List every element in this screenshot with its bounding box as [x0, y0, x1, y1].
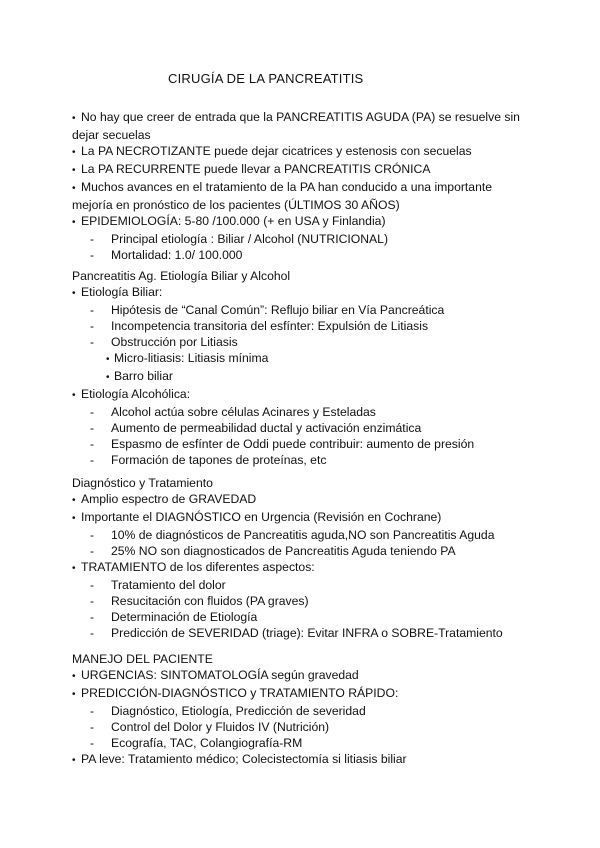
intro-dash-2: - Mortalidad: 1.0/ 100.000 — [72, 247, 532, 263]
litiasis-sub-item: • Micro-litiasis: Litiasis mínima — [72, 350, 532, 368]
tratamiento-item: - Determinación de Etiología — [72, 609, 532, 625]
etiologia-biliar: • Etiología Biliar: — [72, 284, 532, 302]
intro-bullet-1: • No hay que creer de entrada que la PANCREATITIS AGUDA (PA) se resuelve sin — [72, 109, 532, 127]
document-title: CIRUGÍA DE LA PANCREATITIS — [168, 71, 364, 86]
diagnostico-section — [72, 475, 532, 641]
manejo-bullet-1: • URGENCIAS: SINTOMATOLOGÍA según gravedad — [72, 667, 532, 685]
biliar-item: - Hipótesis de “Canal Común”: Reflujo biliar en Vía Pancreática — [72, 302, 532, 318]
manejo-item: - Control del Dolor y Fluidos IV (Nutrición) — [72, 719, 532, 735]
intro-bullet-4: • Muchos avances en el tratamiento de la PA han conducido a una importante — [72, 179, 532, 197]
etiologia-heading: Pancreatitis Ag. Etiología Biliar y Alcohol — [72, 269, 291, 283]
intro-section — [72, 109, 532, 263]
tratamiento-item: - Tratamiento del dolor — [72, 577, 532, 593]
intro-bullet-2: • La PA NECROTIZANTE puede dejar cicatrices y estenosis con secuelas — [72, 143, 532, 161]
manejo-item: - Diagnóstico, Etiología, Predicción de severidad — [72, 703, 532, 719]
alcohol-item: - Aumento de permeabilidad ductal y activación enzimática — [72, 420, 532, 436]
diagnostico-bullet-1: • Amplio espectro de GRAVEDAD — [72, 491, 532, 509]
diagnostico-bullet-3: • TRATAMIENTO de los diferentes aspectos: — [72, 559, 532, 577]
intro-bullet-4-cont: mejoría en pronóstico de los pacientes (ÚLTIMOS 30 AÑOS) — [72, 198, 400, 212]
intro-bullet-5: • EPIDEMIOLOGÍA: 5-80 /100.000 (+ en USA y Finlandia) — [72, 213, 532, 231]
manejo-bullet-2: • PREDICCIÓN-DIAGNÓSTICO y TRATAMIENTO RÁPIDO: — [72, 685, 532, 703]
manejo-item: - Ecografía, TAC, Colangiografía-RM — [72, 735, 532, 751]
intro-dash-1: - Principal etiología : Biliar / Alcohol (NUTRICIONAL) — [72, 231, 532, 247]
diagnostico-item: - 10% de diagnósticos de Pancreatitis aguda,NO son Pancreatitis Aguda — [72, 527, 532, 543]
alcohol-item: - Espasmo de esfínter de Oddi puede contribuir: aumento de presión — [72, 436, 532, 452]
alcohol-item: - Alcohol actúa sobre células Acinares y Esteladas — [72, 404, 532, 420]
tratamiento-item: - Resucitación con fluidos (PA graves) — [72, 593, 532, 609]
etiologia-section — [72, 268, 532, 468]
diagnostico-heading: Diagnóstico y Tratamiento — [72, 476, 213, 490]
etiologia-alcoholica: • Etiología Alcohólica: — [72, 386, 532, 404]
litiasis-sub-item: • Barro biliar — [72, 368, 532, 386]
biliar-item: - Incompetencia transitoria del esfínter: Expulsión de Litiasis — [72, 318, 532, 334]
diagnostico-bullet-2: • Importante el DIAGNÓSTICO en Urgencia (Revisión en Cochrane) — [72, 509, 532, 527]
manejo-bullet-3: • PA leve: Tratamiento médico; Colecistectomía si litiasis biliar — [72, 751, 532, 769]
biliar-item: - Obstrucción por Litiasis — [72, 334, 532, 350]
tratamiento-item: - Predicción de SEVERIDAD (triage): Evitar INFRA o SOBRE-Tratamiento — [72, 625, 532, 641]
manejo-section — [72, 651, 532, 769]
diagnostico-item: - 25% NO son diagnosticados de Pancreatitis Aguda teniendo PA — [72, 543, 532, 559]
intro-bullet-3: • La PA RECURRENTE puede llevar a PANCREATITIS CRÓNICA — [72, 161, 532, 179]
manejo-heading: MANEJO DEL PACIENTE — [72, 652, 213, 666]
intro-bullet-1-cont: dejar secuelas — [72, 128, 151, 142]
alcohol-item: - Formación de tapones de proteínas, etc — [72, 452, 532, 468]
